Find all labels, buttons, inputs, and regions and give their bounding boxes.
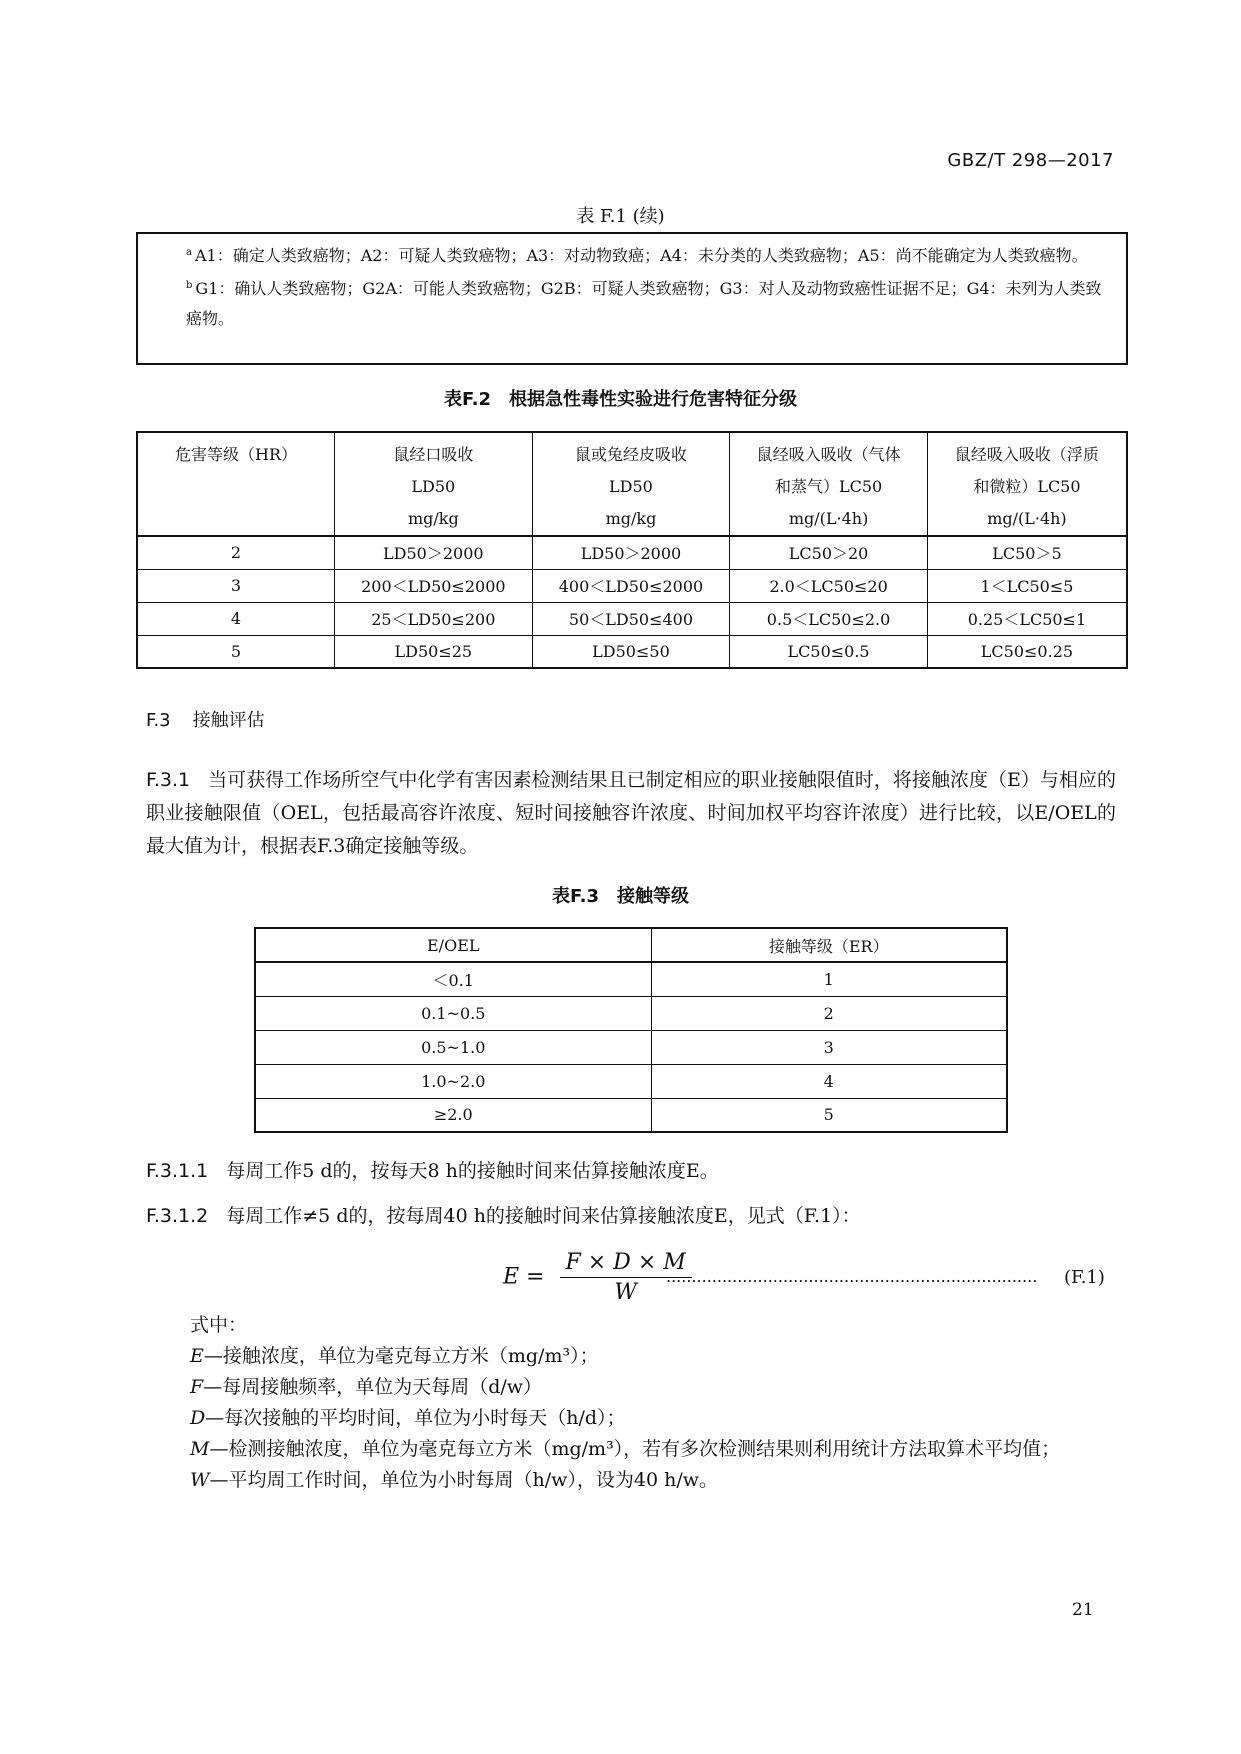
table-cell: LD50＞2000 bbox=[532, 536, 730, 569]
header-cell: 鼠经口吸收 LD50 mg/kg bbox=[335, 432, 533, 536]
clause-text: 每周工作5 d的，按每天8 h的接触时间来估算接触浓度E。 bbox=[226, 1160, 719, 1182]
header-cell: 鼠经吸入吸收（气体 和蒸气）LC50 mg/(L·4h) bbox=[730, 432, 928, 536]
table-f1-caption: 表 F.1 (续) bbox=[576, 206, 665, 227]
clause-number: F.3.1 bbox=[146, 769, 191, 791]
table-cell: 5 bbox=[651, 1098, 1007, 1132]
table-cell: LC50＞20 bbox=[730, 536, 928, 569]
table-cell: 1＜LC50≤5 bbox=[927, 569, 1127, 602]
legend-item bbox=[146, 1465, 1116, 1496]
note-text: A1：确定人类致癌物；A2：可疑人类致癌物；A3：对动物致癌；A4：未分类的人类致癌物；A5：尚不能确定为人类致癌物。 bbox=[194, 246, 1088, 265]
table-header-row bbox=[137, 432, 1127, 536]
legend-symbol: D bbox=[190, 1407, 206, 1429]
table-cell: 0.1~0.5 bbox=[255, 996, 651, 1030]
legend-symbol: M bbox=[190, 1438, 210, 1460]
formula-f1 bbox=[503, 1250, 692, 1305]
paragraph-f3-1 bbox=[146, 764, 1116, 863]
table-cell: 25＜LD50≤200 bbox=[335, 602, 533, 635]
table-row bbox=[137, 569, 1127, 602]
legend-symbol: E bbox=[190, 1345, 204, 1367]
clause-number: F.3.1.2 bbox=[146, 1205, 209, 1227]
legend-text: —接触浓度，单位为毫克每立方米（mg/m³）； bbox=[203, 1345, 599, 1367]
clause-number: F.3.1.1 bbox=[146, 1160, 209, 1182]
table-f1-notes bbox=[136, 232, 1128, 365]
table-row bbox=[255, 1098, 1007, 1132]
legend-item bbox=[146, 1434, 1116, 1465]
table-cell: 50＜LD50≤400 bbox=[532, 602, 730, 635]
legend-symbol: W bbox=[190, 1469, 210, 1491]
table-f2 bbox=[136, 431, 1128, 669]
table-cell: 4 bbox=[137, 602, 335, 635]
note-b bbox=[186, 271, 1114, 334]
table-f3-caption: 表F.3 接触等级 bbox=[551, 886, 689, 907]
table-cell: LD50≤25 bbox=[335, 635, 533, 668]
table-row bbox=[137, 602, 1127, 635]
legend-text: —平均周工作时间，单位为小时每周（h/w），设为40 h/w。 bbox=[209, 1469, 719, 1491]
table-row bbox=[255, 1030, 1007, 1064]
table-cell: LC50＞5 bbox=[927, 536, 1127, 569]
section-heading bbox=[146, 706, 265, 732]
header-cell: E/OEL bbox=[255, 928, 651, 962]
section-number: F.3 bbox=[146, 710, 171, 731]
table-cell: 1.0~2.0 bbox=[255, 1064, 651, 1098]
table-cell: 0.5~1.0 bbox=[255, 1030, 651, 1064]
table-cell: 0.5＜LC50≤2.0 bbox=[730, 602, 928, 635]
table-cell: 1 bbox=[651, 962, 1007, 996]
formula-denominator: W bbox=[614, 1280, 637, 1305]
table-cell: 3 bbox=[137, 569, 335, 602]
formula-leader: ......................................................................... bbox=[666, 1267, 1038, 1286]
page-number: 21 bbox=[1072, 1600, 1094, 1620]
section-title: 接触评估 bbox=[192, 710, 265, 731]
table-f2-caption: 表F.2 根据急性毒性实验进行危害特征分级 bbox=[443, 389, 797, 410]
header-cell: 鼠经吸入吸收（浮质 和微粒）LC50 mg/(L·4h) bbox=[927, 432, 1127, 536]
note-text: G1：确认人类致癌物；G2A：可能人类致癌物；G2B：可疑人类致癌物；G3：对人及动物致癌性证据不足；G4：未列为人类致癌物。 bbox=[186, 279, 1102, 328]
table-cell: 2 bbox=[137, 536, 335, 569]
legend-text: —检测接触浓度，单位为毫克每立方米（mg/m³），若有多次检测结果则利用统计方法取算术平均值； bbox=[209, 1438, 1061, 1460]
table-cell: LD50≤50 bbox=[532, 635, 730, 668]
legend-text: —每次接触的平均时间，单位为小时每天（h/d）； bbox=[205, 1407, 626, 1429]
header-cell: 危害等级（HR） bbox=[137, 432, 335, 536]
legend-item bbox=[146, 1403, 1116, 1434]
table-cell: 5 bbox=[137, 635, 335, 668]
legend-text: —每周接触频率，单位为天每周（d/w） bbox=[203, 1376, 543, 1398]
table-row bbox=[255, 962, 1007, 996]
table-header-row bbox=[255, 928, 1007, 962]
header-cell: 接触等级（ER） bbox=[651, 928, 1007, 962]
table-row bbox=[137, 536, 1127, 569]
header-cell: 鼠或兔经皮吸收 LD50 mg/kg bbox=[532, 432, 730, 536]
table-cell: 200＜LD50≤2000 bbox=[335, 569, 533, 602]
clause-text: 当可获得工作场所空气中化学有害因素检测结果且已制定相应的职业接触限值时，将接触浓度（E）与相应的职业接触限值（OEL，包括最高容许浓度、短时间接触容许浓度、时间加权平均容许浓度）进行比较，以E/OEL的最大值为计，根据表F.3确定接触等级。 bbox=[146, 769, 1116, 857]
formula-number: (F.1) bbox=[1064, 1267, 1105, 1288]
note-a bbox=[186, 238, 1114, 271]
table-cell: 4 bbox=[651, 1064, 1007, 1098]
formula-numerator: F × D × M bbox=[560, 1250, 692, 1278]
formula-legend bbox=[146, 1310, 1116, 1496]
table-cell: 0.25＜LC50≤1 bbox=[927, 602, 1127, 635]
legend-item bbox=[146, 1341, 1116, 1372]
table-cell: 2 bbox=[651, 996, 1007, 1030]
table-cell: 2.0＜LC50≤20 bbox=[730, 569, 928, 602]
legend-intro: 式中： bbox=[190, 1314, 248, 1336]
paragraph-f3-1-1 bbox=[146, 1155, 1116, 1188]
legend-item bbox=[146, 1372, 1116, 1403]
formula-lhs: E = bbox=[503, 1264, 545, 1290]
table-row bbox=[255, 1064, 1007, 1098]
table-row bbox=[137, 635, 1127, 668]
paragraph-f3-1-2 bbox=[146, 1200, 1116, 1233]
standard-number: GBZ/T 298—2017 bbox=[947, 150, 1114, 171]
clause-text: 每周工作≠5 d的，按每周40 h的接触时间来估算接触浓度E，见式（F.1）： bbox=[226, 1205, 861, 1227]
table-cell: 3 bbox=[651, 1030, 1007, 1064]
table-cell: LD50＞2000 bbox=[335, 536, 533, 569]
note-mark: a bbox=[186, 247, 192, 258]
table-f3 bbox=[254, 927, 1008, 1133]
table-cell: ＜0.1 bbox=[255, 962, 651, 996]
table-cell: LC50≤0.5 bbox=[730, 635, 928, 668]
table-cell: ≥2.0 bbox=[255, 1098, 651, 1132]
legend-symbol: F bbox=[190, 1376, 204, 1398]
note-mark: b bbox=[186, 280, 193, 291]
table-row bbox=[255, 996, 1007, 1030]
table-cell: 400＜LD50≤2000 bbox=[532, 569, 730, 602]
table-cell: LC50≤0.25 bbox=[927, 635, 1127, 668]
